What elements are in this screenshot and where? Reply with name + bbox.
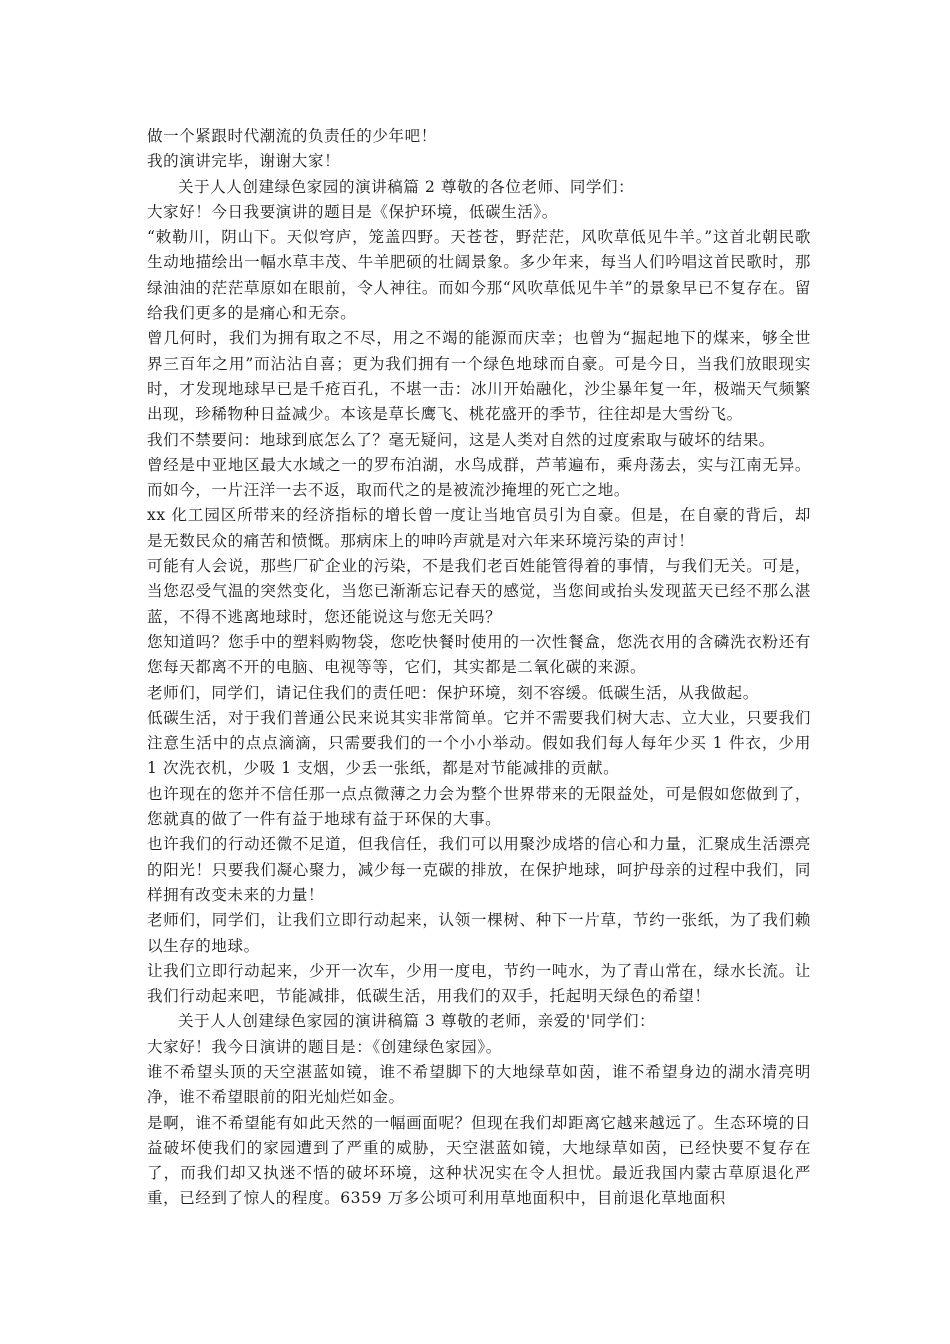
paragraph: xx 化工园区所带来的经济指标的增长曾一度让当地官员引为自豪。但是，在自豪的背后，却是无数民众的痛苦和愤慨。那病床上的呻吟声就是对六年来环境污染的声讨！: [147, 506, 811, 550]
paragraph: 我的演讲完毕，谢谢大家！: [147, 152, 341, 171]
paragraph: 老师们，同学们，让我们立即行动起来，认领一棵树、种下一片草，节约一张纸，为了我们赖以生存的地球。: [147, 911, 811, 955]
paragraph: 曾经是中亚地区最大水域之一的罗布泊湖，水鸟成群，芦苇遍布，乘舟荡去，实与江南无异。而如今，一片汪洋一去不返，取而代之的是被流沙掩埋的死亡之地。: [147, 455, 811, 500]
section-heading: 关于人人创建绿色家园的演讲稿篇 3 尊敬的老师，亲爱的'同学们：: [178, 1012, 656, 1031]
paragraph: “敕勒川，阴山下。天似穹庐，笼盖四野。天苍苍，野茫茫，风吹草低见牛羊。”这首北朝民歌生动地描绘出一幅水草丰茂、牛羊肥硕的壮阔景象。多少年来，每当人们吟唱这首民歌时，那绿油油的茫茫草原如在眼前，令人神往。而如今那“风吹草低见牛羊”的景象早已不复存在。留给我们更多的是痛心和无奈。: [147, 228, 811, 323]
paragraph: 大家好！今日我要演讲的题目是《保护环境，低碳生活》。: [147, 202, 558, 221]
section-heading: 关于人人创建绿色家园的演讲稿篇 2 尊敬的各位老师、同学们：: [178, 177, 635, 196]
paragraph: 我们不禁要问：地球到底怎么了？毫无疑问，这是人类对自然的过度索取与破坏的结果。: [147, 430, 775, 449]
paragraph: 是啊，谁不希望能有如此天然的一幅画面呢？但现在我们却距离它越来越远了。生态环境的日益破坏使我们的家园遭到了严重的威胁，天空湛蓝如镜，大地绿草如茵，已经快要不复存在了，而我们却又执迷不悟的破坏环境，这种状况实在令人担忧。最近我国内蒙古草原退化严重，已经到了惊人的程度。6359 万多公顷可利用草地面积中，目前退化草地面积: [147, 1113, 811, 1208]
paragraph: 做一个紧跟时代潮流的负责任的少年吧！: [147, 127, 437, 145]
paragraph: 可能有人会说，那些厂矿企业的污染，不是我们老百姓能管得着的事情，与我们无关。可是，当您忍受气温的突然变化，当您已渐渐忘记春天的感觉，当您间或抬头发现蓝天已经不那么湛蓝，不得不逃离地球时，您还能说这与您无关吗？: [147, 557, 811, 626]
paragraph: 曾几何时，我们为拥有取之不尽，用之不竭的能源而庆幸；也曾为“掘起地下的煤来，够全世界三百年之用”而沾沾自喜；更为我们拥有一个绿色地球而自豪。可是今日，当我们放眼现实时，才发现地球早已是千疮百孔，不堪一击：冰川开始融化，沙尘暴年复一年，极端天气频繁出现，珍稀物种日益减少。本该是草长鹰飞、桃花盛开的季节，往往却是大雪纷飞。: [147, 329, 811, 424]
paragraph: 大家好！我今日演讲的题目是：《创建绿色家园》。: [147, 1037, 502, 1056]
paragraph: 也许现在的您并不信任那一点点微薄之力会为整个世界带来的无限益处，可是假如您做到了，您就真的做了一件有益于地球有益于环保的大事。: [147, 784, 811, 829]
document-body: [147, 124, 811, 1212]
paragraph: 谁不希望头顶的天空湛蓝如镜，谁不希望脚下的大地绿草如茵，谁不希望身边的湖水清亮明净，谁不希望眼前的阳光灿烂如金。: [147, 1062, 811, 1107]
paragraph: 低碳生活，对于我们普通公民来说其实非常简单。它并不需要我们树大志、立大业，只要我们注意生活中的点点滴滴，只需要我们的一个小小举动。假如我们每人每年少买 1 件衣，少用 1 次洗衣机，少吸 1 支烟，少丢一张纸，都是对节能减排的贡献。: [147, 708, 811, 778]
paragraph: 老师们，同学们，请记住我们的责任吧：保护环境，刻不容缓。低碳生活，从我做起。: [147, 683, 759, 702]
paragraph: 也许我们的行动还微不足道，但我信任，我们可以用聚沙成塔的信心和力量，汇聚成生活漂亮的阳光！只要我们凝心聚力，减少每一克碳的排放，在保护地球，呵护母亲的过程中我们，同样拥有改变未来的力量！: [147, 835, 811, 904]
paragraph: 让我们立即行动起来，少开一次车，少用一度电，节约一吨水，为了青山常在，绿水长流。让我们行动起来吧，节能减排，低碳生活，用我们的双手，托起明天绿色的希望！: [147, 961, 811, 1006]
paragraph: 您知道吗？您手中的塑料购物袋，您吃快餐时使用的一次性餐盒，您洗衣用的含磷洗衣粉还有您每天都离不开的电脑、电视等等，它们，其实都是二氧化碳的来源。: [147, 632, 811, 677]
